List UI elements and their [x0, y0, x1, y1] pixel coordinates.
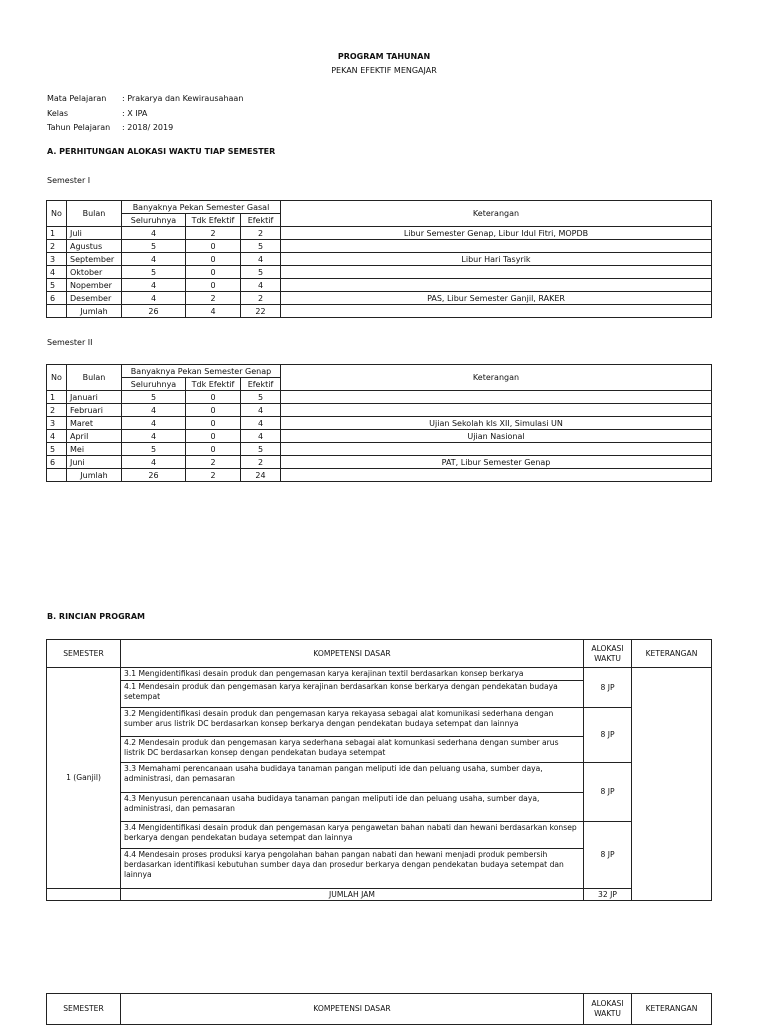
- cell-no: 5: [47, 443, 67, 456]
- alokasi-cell: 8 JP: [584, 668, 632, 708]
- cell-bulan: Mei: [67, 443, 122, 456]
- table-row: [47, 443, 712, 456]
- rincian-program-table-2: [46, 993, 712, 1025]
- table-row: [47, 227, 712, 240]
- col-tdk-efektif: Tdk Efektif: [186, 378, 241, 391]
- table-row: [47, 417, 712, 430]
- cell-no: 2: [47, 404, 67, 417]
- cell-tdk: 0: [186, 443, 241, 456]
- jumlah-jam-label: JUMLAH JAM: [121, 889, 584, 901]
- col-alokasi-waktu: [584, 994, 632, 1025]
- cell-seluruhnya: 4: [122, 430, 186, 443]
- cell-keterangan: [281, 443, 712, 456]
- cell-seluruhnya: 4: [122, 417, 186, 430]
- cell-keterangan: [281, 266, 712, 279]
- cell-no: 3: [47, 253, 67, 266]
- cell-empty: [281, 469, 712, 482]
- meta-row-class: [47, 107, 243, 122]
- meta-block: [47, 92, 243, 136]
- col-alokasi-line1: ALOKASI: [591, 999, 624, 1008]
- meta-label: Kelas: [47, 108, 69, 118]
- total-tdk: 4: [186, 305, 241, 318]
- semester-cell: 1 (Ganjil): [47, 668, 121, 889]
- table-row: [47, 253, 712, 266]
- kd-row: [47, 822, 712, 849]
- cell-tdk: 0: [186, 240, 241, 253]
- total-efektif: 24: [241, 469, 281, 482]
- section-b-title: B. RINCIAN PROGRAM: [47, 612, 145, 621]
- alokasi-cell: 8 JP: [584, 763, 632, 822]
- meta-value: : X IPA: [122, 108, 148, 118]
- table-row: [47, 240, 712, 253]
- cell-efektif: 5: [241, 443, 281, 456]
- cell-efektif: 5: [241, 240, 281, 253]
- cell-seluruhnya: 5: [122, 266, 186, 279]
- cell-keterangan: Ujian Nasional: [281, 430, 712, 443]
- cell-keterangan: [281, 240, 712, 253]
- cell-empty: [47, 469, 67, 482]
- cell-no: 6: [47, 456, 67, 469]
- col-semester: SEMESTER: [47, 640, 121, 668]
- kd-cell: 4.3 Menyusun perencanaan usaha budidaya tanaman pangan meliputi ide dan peluang usaha, sumber daya, administrasi, dan pemasaran: [121, 793, 584, 822]
- cell-seluruhnya: 4: [122, 279, 186, 292]
- cell-empty: [47, 305, 67, 318]
- meta-label: Mata Pelajaran: [47, 94, 107, 103]
- kd-cell: 4.2 Mendesain produk dan pengemasan karya sederhana sebagai alat komunkasi sederhana dengan sumber arus listrik DC berdasarkan konsep dengan pendekatan budaya setempat: [121, 737, 584, 763]
- cell-efektif: 5: [241, 266, 281, 279]
- total-label: Jumlah: [67, 305, 122, 318]
- kd-cell: 3.2 Mengidentifikasi desain produk dan pengemasan karya rekayasa sebagai alat komunikasi sederhana dengan sumber arus listrik DC berdasarkan konsep berkarya dengan pendekatan budaya setempat dan lainnya: [121, 708, 584, 737]
- meta-value: : 2018/ 2019: [122, 123, 174, 132]
- cell-seluruhnya: 4: [122, 404, 186, 417]
- semester-1-table: [46, 200, 712, 318]
- cell-tdk: 0: [186, 279, 241, 292]
- col-keterangan: Keterangan: [281, 365, 712, 391]
- cell-efektif: 4: [241, 417, 281, 430]
- col-seluruhnya: Seluruhnya: [122, 378, 186, 391]
- col-no: No: [47, 365, 67, 391]
- col-kompetensi-dasar: KOMPETENSI DASAR: [121, 994, 584, 1025]
- cell-seluruhnya: 5: [122, 391, 186, 404]
- table-row: [47, 404, 712, 417]
- cell-seluruhnya: 5: [122, 443, 186, 456]
- cell-seluruhnya: 4: [122, 227, 186, 240]
- col-tdk-efektif: Tdk Efektif: [186, 214, 241, 227]
- cell-keterangan: PAT, Libur Semester Genap: [281, 456, 712, 469]
- total-efektif: 22: [241, 305, 281, 318]
- meta-row-year: [47, 121, 243, 136]
- cell-bulan: Agustus: [67, 240, 122, 253]
- section-a-title: A. PERHITUNGAN ALOKASI WAKTU TIAP SEMESTER: [47, 147, 276, 156]
- cell-no: 5: [47, 279, 67, 292]
- jumlah-jam-value: 32 JP: [584, 889, 632, 901]
- total-label: Jumlah: [67, 469, 122, 482]
- table-row: [47, 430, 712, 443]
- cell-keterangan: Libur Hari Tasyrik: [281, 253, 712, 266]
- col-seluruhnya: Seluruhnya: [122, 214, 186, 227]
- col-alokasi-waktu: [584, 640, 632, 668]
- kd-row: [47, 708, 712, 737]
- alokasi-cell: 8 JP: [584, 708, 632, 763]
- cell-no: 3: [47, 417, 67, 430]
- cell-efektif: 2: [241, 456, 281, 469]
- cell-efektif: 2: [241, 292, 281, 305]
- cell-bulan: Januari: [67, 391, 122, 404]
- alokasi-cell: 8 JP: [584, 822, 632, 889]
- cell-tdk: 0: [186, 417, 241, 430]
- cell-bulan: April: [67, 430, 122, 443]
- cell-tdk: 0: [186, 266, 241, 279]
- document-subtitle: PEKAN EFEKTIF MENGAJAR: [331, 66, 437, 75]
- table-row: [47, 292, 712, 305]
- col-alokasi-line2: WAKTU: [594, 653, 621, 663]
- col-group-gasal: Banyaknya Pekan Semester Gasal: [122, 201, 281, 214]
- col-efektif: Efektif: [241, 378, 281, 391]
- cell-tdk: 0: [186, 430, 241, 443]
- total-row: [47, 469, 712, 482]
- jumlah-row: [47, 889, 712, 901]
- total-seluruhnya: 26: [122, 305, 186, 318]
- col-keterangan: KETERANGAN: [632, 994, 712, 1025]
- cell-no: 4: [47, 266, 67, 279]
- cell-tdk: 0: [186, 253, 241, 266]
- col-keterangan: Keterangan: [281, 201, 712, 227]
- cell-no: 4: [47, 430, 67, 443]
- kd-cell: 3.1 Mengidentifikasi desain produk dan pengemasan karya kerajinan textil berdasarkan konsep berkarya: [121, 668, 584, 681]
- cell-keterangan: Libur Semester Genap, Libur Idul Fitri, MOPDB: [281, 227, 712, 240]
- cell-no: 1: [47, 391, 67, 404]
- col-alokasi-line1: ALOKASI: [591, 643, 624, 653]
- keterangan-cell: [632, 668, 712, 901]
- table-row: [47, 266, 712, 279]
- col-keterangan: KETERANGAN: [632, 640, 712, 668]
- cell-bulan: Maret: [67, 417, 122, 430]
- col-no: No: [47, 201, 67, 227]
- meta-row-subject: [47, 92, 243, 107]
- kd-row: [47, 763, 712, 793]
- col-alokasi-line2: WAKTU: [594, 1009, 621, 1018]
- kd-cell: 3.4 Mengidentifikasi desain produk dan pengemasan karya pengawetan bahan nabati dan hewani berdasarkan konsep berkarya dengan pendekatan budaya setempat dan lainnya: [121, 822, 584, 849]
- col-efektif: Efektif: [241, 214, 281, 227]
- cell-bulan: Desember: [67, 292, 122, 305]
- col-kompetensi-dasar: KOMPETENSI DASAR: [121, 640, 584, 668]
- semester-2-label: Semester II: [47, 338, 93, 347]
- cell-bulan: Juni: [67, 456, 122, 469]
- semester-2-table: [46, 364, 712, 482]
- cell-efektif: 4: [241, 253, 281, 266]
- cell-keterangan: PAS, Libur Semester Ganjil, RAKER: [281, 292, 712, 305]
- cell-keterangan: [281, 404, 712, 417]
- table-row: [47, 279, 712, 292]
- col-semester: SEMESTER: [47, 994, 121, 1025]
- cell-tdk: 2: [186, 227, 241, 240]
- cell-no: 1: [47, 227, 67, 240]
- cell-keterangan: Ujian Sekolah kls XII, Simulasi UN: [281, 417, 712, 430]
- cell-tdk: 0: [186, 404, 241, 417]
- cell-keterangan: [281, 279, 712, 292]
- table-row: [47, 456, 712, 469]
- kd-cell: 4.1 Mendesain produk dan pengemasan karya kerajinan berdasarkan konse berkarya dengan pendekatan budaya setempat: [121, 681, 584, 708]
- cell-seluruhnya: 4: [122, 292, 186, 305]
- cell-keterangan: [281, 391, 712, 404]
- cell-bulan: Juli: [67, 227, 122, 240]
- cell-seluruhnya: 4: [122, 456, 186, 469]
- cell-bulan: Oktober: [67, 266, 122, 279]
- col-bulan: Bulan: [67, 201, 122, 227]
- cell-efektif: 4: [241, 430, 281, 443]
- table-row: [47, 391, 712, 404]
- cell-tdk: 0: [186, 391, 241, 404]
- cell-tdk: 2: [186, 292, 241, 305]
- rincian-program-table: [46, 639, 712, 901]
- meta-label: Tahun Pelajaran: [47, 123, 111, 132]
- cell-no: 6: [47, 292, 67, 305]
- document-title: PROGRAM TAHUNAN: [337, 52, 431, 61]
- semester-1-label: Semester I: [47, 176, 91, 185]
- cell-empty: [281, 305, 712, 318]
- cell-bulan: September: [67, 253, 122, 266]
- kd-cell: 4.4 Mendesain proses produksi karya pengolahan bahan pangan nabati dan hewani menjadi produk pembersih berdasarkan identifikasi kebutuhan sumber daya dan prosedur berkarya dengan pendekatan budaya setempat dan lainnya: [121, 849, 584, 889]
- cell-bulan: Nopember: [67, 279, 122, 292]
- meta-value: : Prakarya dan Kewirausahaan: [122, 94, 244, 103]
- total-tdk: 2: [186, 469, 241, 482]
- cell-seluruhnya: 4: [122, 253, 186, 266]
- col-bulan: Bulan: [67, 365, 122, 391]
- col-group-genap: Banyaknya Pekan Semester Genap: [122, 365, 281, 378]
- cell-no: 2: [47, 240, 67, 253]
- kd-cell: 3.3 Memahami perencanaan usaha budidaya tanaman pangan meliputi ide dan peluang usaha, sumber daya, administrasi, dan pemasaran: [121, 763, 584, 793]
- cell-efektif: 5: [241, 391, 281, 404]
- cell-efektif: 4: [241, 404, 281, 417]
- cell-efektif: 4: [241, 279, 281, 292]
- cell-empty: [47, 889, 121, 901]
- total-row: [47, 305, 712, 318]
- cell-bulan: Februari: [67, 404, 122, 417]
- cell-tdk: 2: [186, 456, 241, 469]
- kd-row: [47, 668, 712, 681]
- total-seluruhnya: 26: [122, 469, 186, 482]
- cell-seluruhnya: 5: [122, 240, 186, 253]
- cell-efektif: 2: [241, 227, 281, 240]
